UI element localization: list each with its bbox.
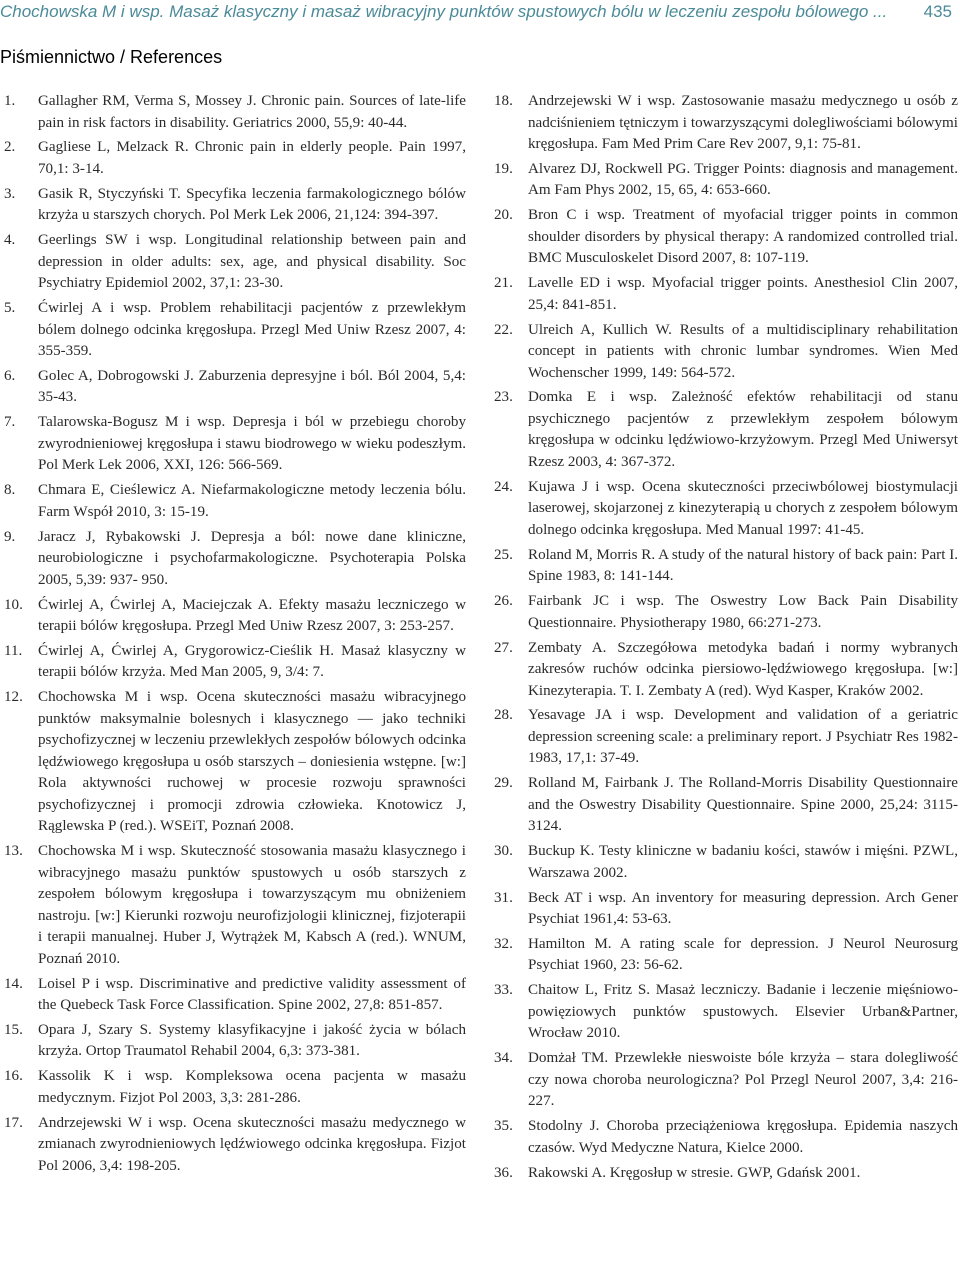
reference-text: Golec A, Dobrogowski J. Zaburzenia depresyjne i ból. Ból 2004, 5,4: 35-43. [38, 367, 466, 406]
reference-item [4, 230, 466, 295]
references-right-column [494, 91, 958, 1187]
reference-item [494, 477, 958, 542]
reference-item [4, 366, 466, 409]
reference-number: 20. [494, 207, 513, 224]
reference-item [4, 595, 466, 638]
reference-item [4, 1066, 466, 1109]
reference-number: 16. [4, 1068, 23, 1085]
reference-text: Ćwirlej A, Ćwirlej A, Grygorowicz-Cieślik H. Masaż klasyczny w terapii bólów krzyża. Med Man 2005, 9, 3/4: 7. [38, 642, 466, 681]
reference-item [4, 974, 466, 1017]
reference-item [4, 137, 466, 180]
reference-item [494, 705, 958, 770]
reference-number: 8. [4, 482, 16, 499]
reference-text: Ulreich A, Kullich W. Results of a multidisciplinary rehabilitation concept in patients with chronic lumbar syndromes. Wien Med Wochenscher 1999, 149: 564-572. [528, 321, 958, 381]
page-number: 435 [923, 2, 952, 21]
reference-number: 29. [494, 775, 513, 792]
references-left-column [4, 91, 466, 1181]
reference-number: 10. [4, 596, 23, 613]
reference-text: Jaracz J, Rybakowski J. Depresja a ból: nowe dane kliniczne, neurobiologiczne i psychofarmakologiczne. Psychoterapia Polska 2005, 5,39: 937- 950. [38, 528, 466, 588]
reference-item [494, 273, 958, 316]
reference-item [494, 841, 958, 884]
reference-number: 22. [494, 321, 513, 338]
reference-number: 19. [494, 160, 513, 177]
reference-text: Kassolik K i wsp. Kompleksowa ocena pacjenta w masażu medycznym. Fizjot Pol 2003, 3,3: 281-286. [38, 1068, 466, 1106]
reference-item [4, 687, 466, 838]
reference-item [494, 1163, 958, 1185]
reference-number: 2. [4, 139, 16, 156]
reference-number: 3. [4, 185, 16, 202]
reference-text: Andrzejewski W i wsp. Ocena skuteczności masażu medycznego w zmianach zwyrodnieniowych lędźwiowego odcinka kręgosłupa. Fizjot Pol 2006, 3,4: 198-205. [38, 1114, 466, 1174]
reference-text: Geerlings SW i wsp. Longitudinal relationship between pain and depression in older adults: sex, age, and physical disability. Soc Psychiatry Epidemiol 2002, 37,1: 23-30. [38, 232, 466, 292]
reference-item [4, 298, 466, 363]
reference-item [4, 480, 466, 523]
section-title: Piśmiennictwo / References [0, 47, 223, 67]
reference-text: Roland M, Morris R. A study of the natural history of back pain: Part I. Spine 1983, 8: 141-144. [528, 546, 958, 585]
reference-text: Opara J, Szary S. Systemy klasyfikacyjne i jakość życia w bólach krzyża. Ortop Traumatol Rehabil 2004, 6,3: 373-381. [38, 1021, 466, 1060]
reference-number: 6. [4, 367, 16, 384]
reference-item [4, 641, 466, 684]
reference-item [4, 184, 466, 227]
reference-text: Gagliese L, Melzack R. Chronic pain in elderly people. Pain 1997, 70,1: 3-14. [38, 139, 466, 177]
reference-item [494, 320, 958, 385]
reference-text: Stodolny J. Choroba przeciążeniowa kręgosłupa. Epidemia naszych czasów. Wyd Medyczne Natura, Kielce 2000. [528, 1118, 958, 1156]
reference-text: Ćwirlej A, Ćwirlej A, Maciejczak A. Efekty masażu leczniczego w terapii bólów kręgosłupa. Przegl Med Uniw Rzesz 2007, 3: 253-257. [38, 596, 466, 635]
reference-text: Talarowska-Bogusz M i wsp. Depresja i ból w przebiegu choroby zwyrodnieniowej kręgosłupa i stawu biodrowego w wieku podeszłym. Pol Merk Lek 2006, XXI, 126: 566-569. [38, 414, 466, 474]
reference-item [494, 205, 958, 270]
reference-number: 13. [4, 843, 23, 860]
reference-number: 33. [494, 982, 513, 999]
reference-item [494, 91, 958, 156]
reference-text: Alvarez DJ, Rockwell PG. Trigger Points: diagnosis and management. Am Fam Phys 2002, 15, 65, 4: 653-660. [528, 160, 958, 199]
running-title: Chochowska M i wsp. Masaż klasyczny i masaż wibracyjny punktów spustowych bólu w leczeniu zespołu bólowego ... [0, 2, 888, 21]
reference-number: 31. [494, 889, 513, 906]
reference-number: 23. [494, 389, 513, 406]
reference-number: 14. [4, 975, 23, 992]
reference-number: 34. [494, 1050, 513, 1067]
reference-text: Beck AT i wsp. An inventory for measuring depression. Arch Gener Psychiat 1961,4: 53-63. [528, 889, 958, 928]
reference-item [494, 545, 958, 588]
reference-item [4, 1020, 466, 1063]
reference-number: 30. [494, 843, 513, 860]
reference-text: Buckup K. Testy kliniczne w badaniu kości, stawów i mięśni. PZWL, Warszawa 2002. [528, 843, 958, 881]
reference-text: Zembaty A. Szczegółowa metodyka badań i normy wybranych zakresów ruchów odcinka piersiowo-lędźwiowego kręgosłupa. [w:] Kinezyterapia. T. I. Zembaty A (red). Wyd Kasper, Kraków 2002. [528, 639, 958, 699]
reference-number: 7. [4, 414, 16, 431]
reference-text: Domżał TM. Przewlekłe nieswoiste bóle krzyża – stara dolegliwość czy nowa choroba neurologiczna? Pol Przegl Neurol 2007, 3,4: 216-227. [528, 1050, 958, 1110]
reference-number: 32. [494, 935, 513, 952]
reference-text: Domka E i wsp. Zależność efektów rehabilitacji od stanu psychicznego pacjentów z przewlekłym zespołem bólowym kręgosłupa w odcinku lędźwiowo-krzyżowym. Przegl Med Uniwersyt Rzesz 2003, 4: 367-372. [528, 389, 958, 470]
running-header [0, 0, 960, 30]
reference-item [494, 159, 958, 202]
reference-text: Chmara E, Cieślewicz A. Niefarmakologiczne metody leczenia bólu. Farm Współ 2010, 3: 15-19. [38, 482, 466, 520]
reference-number: 24. [494, 478, 513, 495]
reference-text: Rakowski A. Kręgosłup w stresie. GWP, Gdańsk 2001. [528, 1164, 861, 1181]
reference-text: Chaitow L, Fritz S. Masaż leczniczy. Badanie i leczenie mięśniowo-powięziowych punktów spustowych. Elsevier Urban&Partner, Wrocław 2010. [528, 982, 958, 1042]
reference-item [494, 387, 958, 473]
reference-text: Gasik R, Styczyński T. Specyfika leczenia farmakologicznego bólów krzyża u starszych chorych. Pol Merk Lek 2006, 21,124: 394-397. [38, 185, 466, 224]
reference-number: 5. [4, 300, 16, 317]
reference-item [494, 773, 958, 838]
reference-number: 18. [494, 93, 513, 109]
reference-item [494, 888, 958, 931]
reference-number: 17. [4, 1114, 23, 1131]
reference-number: 1. [4, 93, 16, 109]
reference-number: 26. [494, 593, 513, 610]
reference-number: 15. [4, 1021, 23, 1038]
reference-item [494, 591, 958, 634]
reference-number: 12. [4, 689, 23, 706]
reference-text: Fairbank JC i wsp. The Oswestry Low Back Pain Disability Questionnaire. Physiotherapy 1980, 66:271-273. [528, 593, 958, 631]
reference-text: Bron C i wsp. Treatment of myofacial trigger points in common shoulder disorders by physical therapy: A randomized controlled trial. BMC Musculoskelet Disord 2007, 8: 107-119. [528, 207, 958, 267]
reference-item [4, 527, 466, 592]
reference-item [4, 412, 466, 477]
reference-item [494, 980, 958, 1045]
reference-text: Loisel P i wsp. Discriminative and predictive validity assessment of the Quebeck Task Force Classification. Spine 2002, 27,8: 851-857. [38, 975, 466, 1014]
reference-number: 9. [4, 528, 16, 545]
reference-text: Ćwirlej A i wsp. Problem rehabilitacji pacjentów z przewlekłym bólem dolnego odcinka kręgosłupa. Przegl Med Uniw Rzesz 2007, 4: 355-359. [38, 300, 466, 360]
reference-text: Lavelle ED i wsp. Myofacial trigger points. Anesthesiol Clin 2007, 25,4: 841-851. [528, 275, 958, 313]
reference-text: Chochowska M i wsp. Skuteczność stosowania masażu klasycznego i wibracyjnego masażu punktów spustowych u osób starszych z zespołem bólowym kręgosłupa i towarzyszącym mu obniżeniem nastroju. [w:] Kierunki rozwoju neurofizjologii klinicznej, fizjoterapii i terapii manualnej. Huber J, Wytrążek M, Kabsch A (red.). WNUM, Poznań 2010. [38, 843, 466, 967]
reference-number: 28. [494, 707, 513, 724]
reference-item [4, 91, 466, 134]
reference-text: Yesavage JA i wsp. Development and validation of a geriatric depression screening scale: a preliminary report. J Psychiatr Res 1982-1983, 17,1: 37-49. [528, 707, 958, 767]
reference-text: Chochowska M i wsp. Ocena skuteczności masażu wibracyjnego punktów maksymalnie bolesnych i klasycznego — jako techniki psychofizycznej w leczeniu przewlekłych zespołów bólowych odcinka lędźwiowego kręgosłupa u osób starszych – doniesienia wstępne. [w:] Rola aktywności ruchowej w procesie rozwoju sprawności psychofizycznej i promocji zdrowia człowieka. Knotowicz J, Rąglewska P (red.). WSEiT, Poznań 2008. [38, 689, 466, 835]
reference-number: 25. [494, 546, 513, 563]
reference-item [494, 1116, 958, 1159]
reference-number: 4. [4, 232, 16, 249]
reference-number: 27. [494, 639, 513, 656]
reference-item [4, 841, 466, 970]
reference-number: 11. [4, 642, 23, 659]
reference-text: Rolland M, Fairbank J. The Rolland-Morris Disability Questionnaire and the Oswestry Disability Questionnaire. Spine 2000, 25,24: 3115-3124. [528, 775, 958, 835]
reference-text: Gallagher RM, Verma S, Mossey J. Chronic pain. Sources of late-life pain in risk factors in disability. Geriatrics 2000, 55,9: 40-44. [38, 93, 466, 131]
reference-text: Hamilton M. A rating scale for depression. J Neurol Neurosurg Psychiat 1960, 23: 56-62. [528, 935, 958, 974]
reference-item [494, 1048, 958, 1113]
reference-text: Kujawa J i wsp. Ocena skuteczności przeciwbólowej biostymulacji laserowej, skojarzonej z kinezyterapią u chorych z zespołem bólowym dolnego odcinka kręgosłupa. Med Manual 1997: 41-45. [528, 478, 958, 538]
reference-item [494, 934, 958, 977]
reference-number: 35. [494, 1118, 513, 1135]
reference-item [4, 1113, 466, 1178]
reference-item [494, 638, 958, 703]
reference-number: 36. [494, 1164, 513, 1181]
reference-number: 21. [494, 275, 513, 292]
reference-text: Andrzejewski W i wsp. Zastosowanie masażu medycznego u osób z nadciśnieniem tętniczym i towarzyszącymi dolegliwościami bólowymi kręgosłupa. Fam Med Prim Care Rev 2007, 9,1: 75-81. [528, 93, 958, 152]
